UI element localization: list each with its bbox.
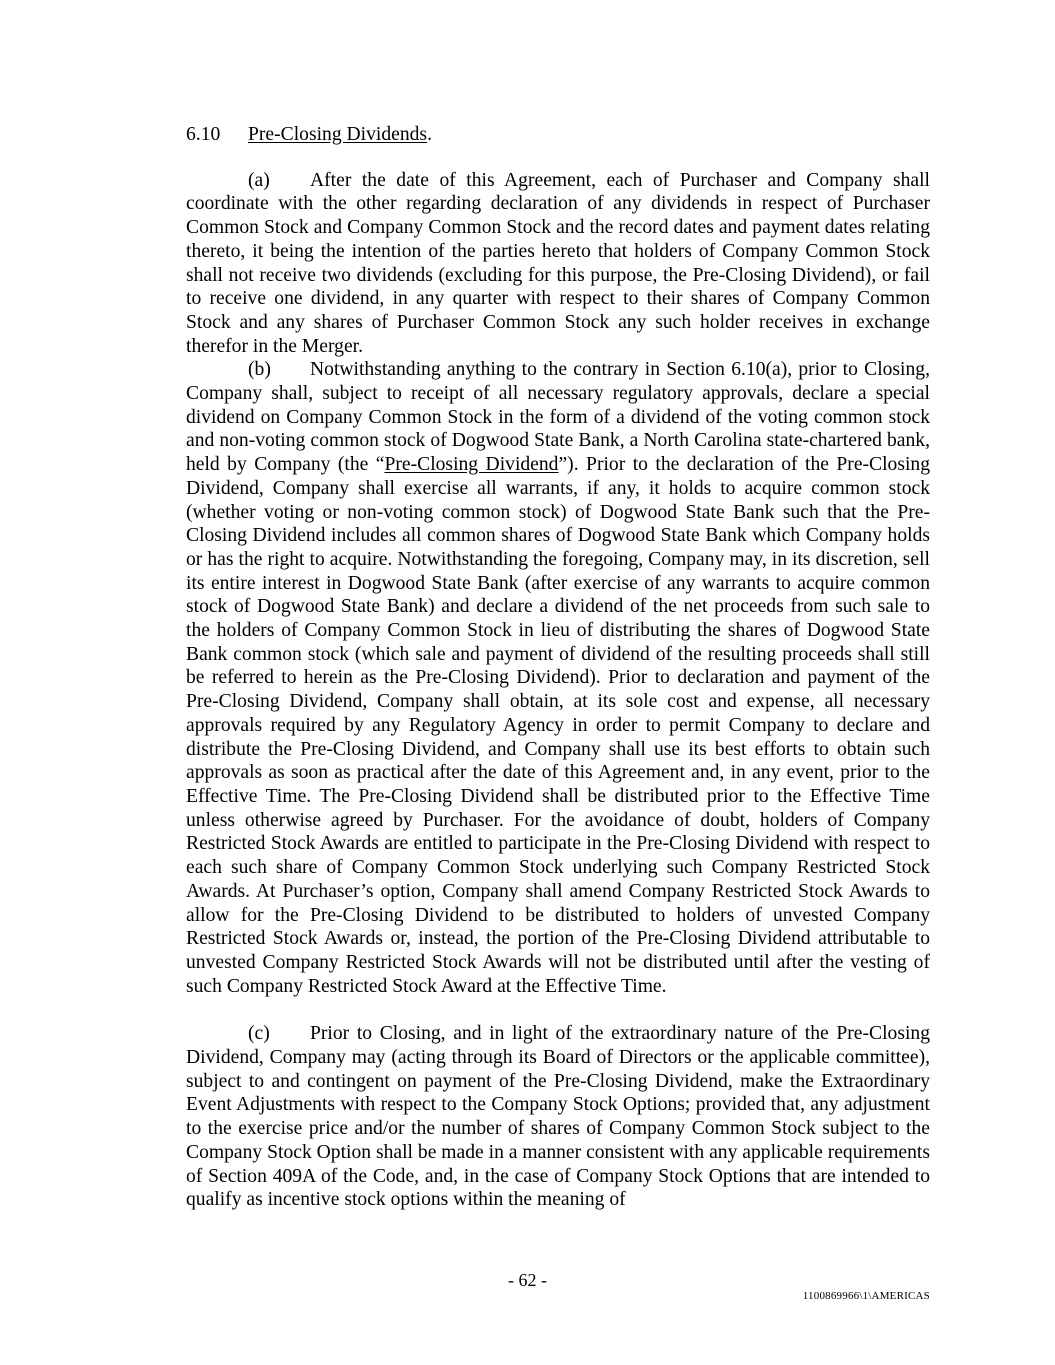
page-number: - 62 - <box>508 1270 547 1290</box>
section-heading <box>186 123 930 147</box>
paragraph-c <box>186 1022 930 1212</box>
paragraph-b-text-before: Notwithstanding anything to the contrary in Section 6.10(a), prior to Closing, Company shall, subject to receipt of all necessary regulatory approvals, declare a special dividend on Company Common Stock in the form of a dividend of the voting common stock and non-voting common stock of Dogwood State Bank, a North Carolina state-chartered bank, held by Company (the “ <box>186 359 930 476</box>
document-body <box>186 123 930 1212</box>
paragraph-b-text-after: ”). Prior to the declaration of the Pre-Closing Dividend, Company shall exercise all warrants, if any, it holds to acquire common stock (whether voting or non-voting common stock) of Dogwood State Bank such that the Pre-Closing Dividend includes all common shares of Dogwood State Bank which Company holds or has the right to acquire. Notwithstanding the foregoing, Company may, in its discretion, sell its entire interest in Dogwood State Bank (after exercise of any warrants to acquire common stock of Dogwood State Bank) and declare a dividend of the net proceeds from such sale to the holders of Company Common Stock in lieu of distributing the shares of Dogwood State Bank common stock (which sale and payment of dividend of the resulting proceeds shall still be referred to herein as the Pre-Closing Dividend). Prior to declaration and payment of the Pre-Closing Dividend, Company shall obtain, at its sole cost and expense, all necessary approvals required by any Regulatory Agency in order to permit Company to declare and distribute the Pre-Closing Dividend, and Company shall use its best efforts to obtain such approvals as soon as practical after the date of this Agreement and, in any event, prior to the Effective Time. The Pre-Closing Dividend shall be distributed prior to the Effective Time unless otherwise agreed by Purchaser. For the avoidance of doubt, holders of Company Restricted Stock Awards are entitled to participate in the Pre-Closing Dividend with respect to each such share of Company Common Stock underlying such Company Restricted Stock Awards. At Purchaser’s option, Company shall amend Company Restricted Stock Awards to allow for the Pre-Closing Dividend to be distributed to holders of unvested Company Restricted Stock Awards or, instead, the portion of the Pre-Closing Dividend attributable to unvested Company Restricted Stock Awards will not be distributed until after the vesting of such Company Restricted Stock Award at the Effective Time. <box>186 454 931 997</box>
section-title: Pre-Closing Dividends <box>248 124 428 145</box>
paragraph-b <box>186 358 930 998</box>
paragraph-a-text: After the date of this Agreement, each of Purchaser and Company shall coordinate with the other regarding declaration of any dividends in respect of Purchaser Common Stock and Company Common Stock and the record dates and payment dates relating thereto, it being the intention of the parties hereto that holders of Company Common Stock shall not receive two dividends (excluding for this purpose, the Pre-Closing Dividend), or fail to receive one dividend, in any quarter with respect to their shares of Company Common Stock and any shares of Purchaser Common Stock any such holder receives in exchange therefor in the Merger. <box>186 169 930 357</box>
section-title-suffix: . <box>427 124 432 145</box>
paragraph-c-text: Prior to Closing, and in light of the extraordinary nature of the Pre-Closing Dividend, Company may (acting through its Board of Directors or the applicable committee), subject to and contingent on payment of the Pre-Closing Dividend, make the Extraordinary Event Adjustments with respect to the Company Stock Options; provided that, any adjustment to the exercise price and/or the number of shares of Company Common Stock subject to the Company Stock Option shall be made in a manner consistent with any applicable requirements of Section 409A of the Code, and, in the case of Company Stock Options that are intended to qualify as incentive stock options within the meaning of <box>186 1023 930 1211</box>
document-id: 1100869966\1\AMERICAS <box>802 1290 930 1302</box>
section-number: 6.10 <box>186 124 221 145</box>
paragraph-b-label: (b) <box>248 359 271 381</box>
defined-term-pre-closing-dividend: Pre-Closing Dividend <box>384 454 559 476</box>
paragraph-c-label: (c) <box>248 1023 270 1045</box>
paragraph-a <box>186 169 930 359</box>
paragraph-a-label: (a) <box>248 169 270 191</box>
